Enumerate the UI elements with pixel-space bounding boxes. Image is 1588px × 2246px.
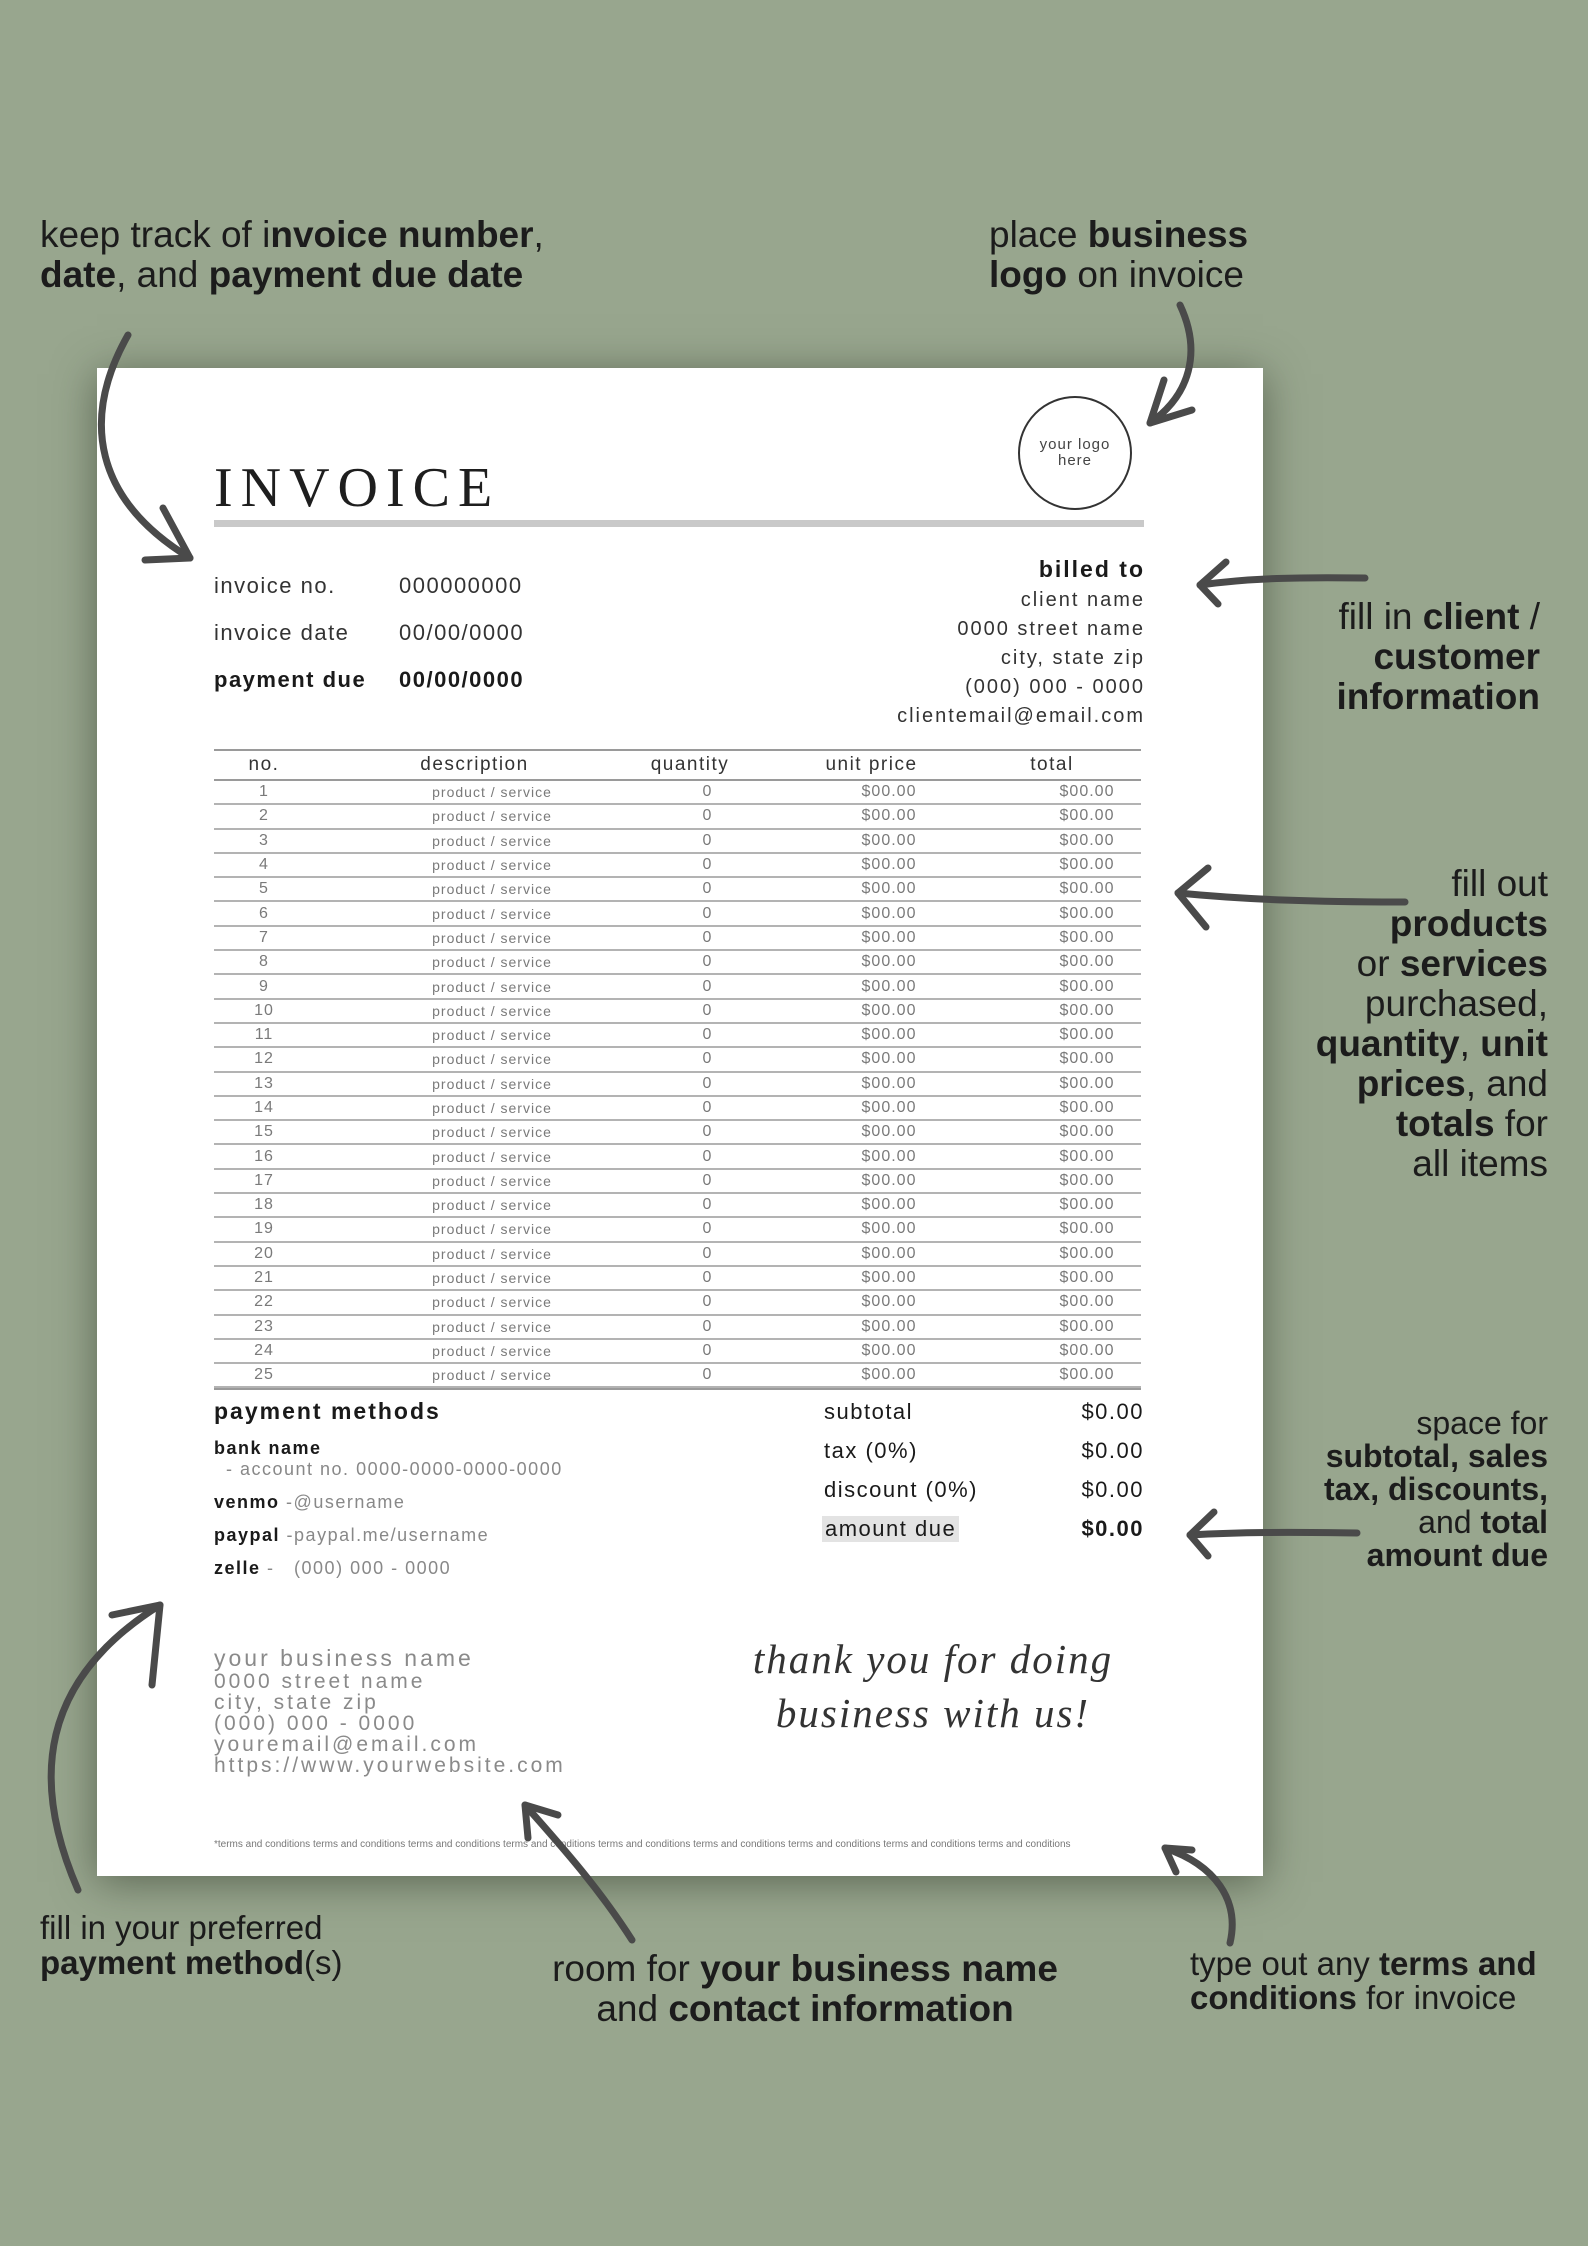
item-unit-price-field[interactable]: $00.00 [861, 1341, 917, 1359]
table-row [214, 1291, 1141, 1315]
annotation-text: or [1356, 943, 1400, 984]
annotation-line [1337, 677, 1540, 717]
zelle-label: zelle [214, 1558, 261, 1578]
item-total-field[interactable]: $00.00 [1059, 1026, 1115, 1044]
amount-due-field[interactable]: $0.00 [1081, 1516, 1144, 1541]
item-description-field[interactable]: product / service [432, 954, 552, 971]
item-unit-price-field[interactable]: $00.00 [861, 831, 917, 849]
item-quantity-field[interactable]: 0 [702, 1244, 713, 1262]
item-description-field[interactable]: product / service [432, 905, 552, 922]
item-unit-price-field[interactable]: $00.00 [861, 1147, 917, 1165]
annotation-text: for invoice [1356, 1979, 1517, 2016]
annotation-text: customer [1373, 636, 1540, 677]
annotation-line [989, 255, 1248, 295]
item-quantity-field[interactable]: 0 [702, 1269, 713, 1287]
item-unit-price-field[interactable]: $00.00 [861, 856, 917, 874]
annotation-line [1324, 1473, 1548, 1506]
item-number: 7 [259, 928, 269, 946]
item-quantity-field[interactable]: 0 [702, 928, 713, 946]
invoice-number-field[interactable]: 000000000 [399, 573, 523, 598]
item-total-field[interactable]: $00.00 [1059, 783, 1115, 801]
annotation-line [1316, 984, 1548, 1024]
terms-field[interactable]: *terms and conditions terms and conditions terms and conditions terms and conditions terms and conditions terms and conditions terms and conditions terms and conditions terms and conditions [214, 1839, 1071, 1850]
item-number: 19 [254, 1220, 274, 1238]
meta-invoice-date [214, 620, 634, 667]
table-row [214, 1267, 1141, 1291]
annotation-line [1316, 944, 1548, 984]
table-row [214, 1364, 1141, 1388]
item-number: 4 [259, 856, 269, 874]
annotation-text: all items [1412, 1143, 1548, 1184]
item-number: 9 [259, 977, 269, 995]
item-number: 8 [259, 953, 269, 971]
item-total-field[interactable]: $00.00 [1059, 1293, 1115, 1311]
item-description-field[interactable]: product / service [432, 929, 552, 946]
annotation-text: fill in your preferred [40, 1909, 323, 1946]
item-number: 2 [259, 807, 269, 825]
item-number: 23 [254, 1317, 274, 1335]
item-description-field[interactable]: product / service [432, 1100, 552, 1116]
annotation-text: and [1418, 1504, 1481, 1540]
table-row [214, 805, 1141, 829]
annotation-line [1190, 1981, 1537, 2015]
business-name-field[interactable]: your business name [214, 1645, 474, 1671]
item-description-field[interactable]: product / service [432, 1318, 552, 1335]
annotation-line [1324, 1506, 1548, 1539]
payment-venmo [214, 1492, 684, 1513]
item-number: 25 [254, 1366, 274, 1384]
table-row [214, 1194, 1141, 1218]
invoice-date-field[interactable]: 00/00/0000 [399, 620, 525, 645]
annotation-text: nvoice number [270, 214, 534, 255]
item-quantity-field[interactable]: 0 [702, 783, 713, 801]
item-total-field[interactable]: $00.00 [1059, 807, 1115, 825]
item-description-field[interactable]: product / service [432, 857, 552, 874]
annotation-text: subtotal, sales [1325, 1438, 1548, 1474]
table-row [214, 1121, 1141, 1145]
business-city-field[interactable]: city, state zip [214, 1691, 379, 1714]
item-total-field[interactable]: $00.00 [1059, 831, 1115, 849]
meta-payment-due [214, 667, 634, 714]
annotation-text: unit [1480, 1023, 1548, 1064]
annotation-text: payment due date [208, 254, 524, 295]
client-street-field[interactable]: 0000 street name [957, 618, 1145, 640]
item-total-field[interactable]: $00.00 [1059, 928, 1115, 946]
item-unit-price-field[interactable]: $00.00 [861, 1171, 917, 1189]
business-email-field[interactable]: youremail@email.com [214, 1733, 480, 1756]
totals-label: discount (0%) [824, 1477, 979, 1502]
item-number: 20 [254, 1244, 274, 1262]
item-unit-price-field[interactable]: $00.00 [861, 1196, 917, 1214]
col-header: total [1030, 754, 1074, 775]
annotation-line [1337, 597, 1540, 637]
annotation-text: place [989, 214, 1088, 255]
item-total-field[interactable]: $00.00 [1059, 904, 1115, 922]
item-description-field[interactable]: product / service [432, 832, 552, 849]
payment-zelle [214, 1558, 684, 1579]
item-quantity-field[interactable]: 0 [702, 1293, 713, 1311]
item-description-field[interactable]: product / service [432, 1270, 552, 1287]
item-quantity-field[interactable]: 0 [702, 880, 713, 898]
totals-label: amount due [822, 1516, 959, 1542]
item-quantity-field[interactable]: 0 [702, 977, 713, 995]
item-description-field[interactable]: product / service [432, 1342, 552, 1359]
discount-field[interactable]: $0.00 [1081, 1477, 1144, 1502]
item-quantity-field[interactable]: 0 [702, 1171, 713, 1189]
annotation-text: client [1422, 596, 1520, 637]
totals-label: subtotal [824, 1399, 914, 1424]
item-number: 3 [259, 831, 269, 849]
annotation-text: prices [1356, 1063, 1466, 1104]
item-total-field[interactable]: $00.00 [1059, 1244, 1115, 1262]
col-header: no. [248, 754, 280, 775]
item-quantity-field[interactable]: 0 [702, 1147, 713, 1165]
item-number: 5 [259, 880, 269, 898]
billed-to-heading: billed to [1038, 556, 1145, 582]
annotation-text: purchased, [1364, 983, 1548, 1024]
annotation-text: conditions [1190, 1979, 1357, 2016]
invoice-sheet [97, 368, 1263, 1876]
item-total-field[interactable]: $00.00 [1059, 880, 1115, 898]
bank-account-field[interactable]: - account no. 0000-0000-0000-0000 [226, 1459, 563, 1479]
item-unit-price-field[interactable]: $00.00 [861, 1099, 917, 1116]
item-total-field[interactable]: $00.00 [1059, 1147, 1115, 1165]
item-quantity-field[interactable]: 0 [702, 1341, 713, 1359]
table-bottom-rule [214, 1388, 1141, 1390]
annotation-business-info [530, 1949, 1080, 2029]
table-row [214, 854, 1141, 878]
thank-you-line: thank you for doing [752, 1636, 1114, 1682]
item-quantity-field[interactable]: 0 [702, 807, 713, 825]
payment-bank [214, 1438, 684, 1480]
item-description-field[interactable]: product / service [432, 1245, 552, 1262]
item-unit-price-field[interactable]: $00.00 [861, 928, 917, 946]
annotation-line [40, 255, 544, 295]
item-total-field[interactable]: $00.00 [1059, 1220, 1115, 1238]
item-quantity-field[interactable]: 0 [702, 1074, 713, 1092]
col-header: unit price [825, 754, 918, 775]
item-description-field[interactable]: product / service [432, 1294, 552, 1311]
table-row [214, 1097, 1141, 1121]
item-unit-price-field[interactable]: $00.00 [861, 1293, 917, 1311]
item-total-field[interactable]: $00.00 [1059, 1001, 1115, 1019]
annotation-line [989, 215, 1248, 255]
item-description-field[interactable]: product / service [432, 1124, 552, 1141]
annotation-text: space for [1416, 1405, 1548, 1441]
item-quantity-field[interactable]: 0 [702, 904, 713, 922]
logo-placeholder[interactable]: your logo here [1018, 396, 1132, 510]
item-description-field[interactable]: product / service [432, 1027, 552, 1044]
item-total-field[interactable]: $00.00 [1059, 1123, 1115, 1141]
item-total-field[interactable]: $00.00 [1059, 1050, 1115, 1068]
item-quantity-field[interactable]: 0 [702, 1317, 713, 1335]
venmo-label: venmo [214, 1492, 280, 1512]
paypal-label: paypal [214, 1525, 281, 1545]
annotation-line [530, 1989, 1080, 2029]
annotation-line [1337, 637, 1540, 677]
annotation-text: type out any [1190, 1945, 1379, 1982]
item-quantity-field[interactable]: 0 [702, 1050, 713, 1068]
business-phone-field[interactable]: (000) 000 - 0000 [214, 1712, 418, 1735]
item-quantity-field[interactable]: 0 [702, 831, 713, 849]
table-row [214, 927, 1141, 951]
annotation-logo [989, 215, 1248, 295]
business-street-field[interactable]: 0000 street name [214, 1670, 426, 1693]
item-unit-price-field[interactable]: $00.00 [861, 1269, 917, 1287]
venmo-field[interactable]: -@username [286, 1492, 406, 1512]
item-quantity-field[interactable]: 0 [702, 856, 713, 874]
annotation-text: keep track of i [40, 214, 271, 255]
annotation-text: date [40, 254, 117, 295]
business-info [214, 1645, 566, 1776]
annotation-text: on invoice [1067, 254, 1244, 295]
item-description-field[interactable]: product / service [432, 1002, 552, 1019]
annotation-text: terms and [1378, 1945, 1537, 1982]
annotation-text: (s) [304, 1944, 343, 1981]
item-unit-price-field[interactable]: $00.00 [861, 977, 917, 995]
item-total-field[interactable]: $00.00 [1059, 1196, 1115, 1214]
annotation-text: , and [1465, 1063, 1548, 1104]
item-description-field[interactable]: product / service [432, 881, 552, 898]
item-number: 11 [254, 1026, 274, 1044]
item-total-field[interactable]: $00.00 [1059, 1099, 1115, 1116]
item-quantity-field[interactable]: 0 [702, 1196, 713, 1214]
annotation-line [1316, 904, 1548, 944]
item-unit-price-field[interactable]: $00.00 [861, 1123, 917, 1141]
item-number: 16 [254, 1147, 274, 1165]
annotation-products [1316, 864, 1548, 1184]
zelle-field[interactable]: - (000) 000 - 0000 [267, 1558, 452, 1578]
totals-block [822, 1399, 1144, 1555]
item-description-field[interactable]: product / service [432, 1051, 552, 1068]
item-description-field[interactable]: product / service [432, 1148, 552, 1165]
item-unit-price-field[interactable]: $00.00 [861, 783, 917, 801]
table-row [214, 902, 1141, 926]
item-total-field[interactable]: $00.00 [1059, 977, 1115, 995]
item-quantity-field[interactable]: 0 [702, 1026, 713, 1044]
annotation-text: and [596, 1988, 669, 2029]
annotation-line [530, 1949, 1080, 1989]
item-unit-price-field[interactable]: $00.00 [861, 1317, 917, 1335]
annotation-text: / [1519, 596, 1540, 637]
annotation-line [1316, 1144, 1548, 1184]
table-row [214, 1024, 1141, 1048]
annotation-line [1190, 1947, 1537, 1981]
table-row [214, 1316, 1141, 1340]
item-total-field[interactable]: $00.00 [1059, 1366, 1115, 1384]
thank-you-line: business with us! [775, 1690, 1091, 1736]
annotation-line [40, 1910, 343, 1945]
annotation-text: logo [989, 254, 1068, 295]
annotation-text: contact information [668, 1988, 1014, 2029]
annotation-text: fill out [1451, 863, 1548, 904]
table-row [214, 1340, 1141, 1364]
client-email-field[interactable]: clientemail@email.com [897, 705, 1145, 727]
item-quantity-field[interactable]: 0 [702, 1123, 713, 1141]
item-total-field[interactable]: $00.00 [1059, 953, 1115, 971]
annotation-text: , [1459, 1023, 1481, 1064]
item-total-field[interactable]: $00.00 [1059, 1269, 1115, 1287]
annotation-line [1324, 1440, 1548, 1473]
amount-due-row [822, 1516, 1144, 1555]
table-row [214, 1243, 1141, 1267]
items-table-body [214, 781, 1141, 1390]
table-row [214, 1170, 1141, 1194]
items-table [214, 749, 1141, 1390]
item-total-field[interactable]: $00.00 [1059, 856, 1115, 874]
table-row [214, 1048, 1141, 1072]
item-number: 17 [254, 1171, 274, 1189]
client-city-field[interactable]: city, state zip [1000, 647, 1145, 669]
annotation-payment-methods [40, 1910, 343, 1980]
item-total-field[interactable]: $00.00 [1059, 1074, 1115, 1092]
business-website-field[interactable]: https://www.yourwebsite.com [214, 1754, 566, 1777]
item-total-field[interactable]: $00.00 [1059, 1171, 1115, 1189]
title-divider [214, 520, 1144, 527]
payment-due-field[interactable]: 00/00/0000 [399, 667, 525, 692]
annotation-line [40, 215, 544, 255]
item-number: 14 [254, 1099, 274, 1116]
table-row [214, 1000, 1141, 1024]
item-description-field[interactable]: product / service [432, 1075, 552, 1092]
item-quantity-field[interactable]: 0 [702, 1099, 713, 1116]
paypal-field[interactable]: -paypal.me/username [286, 1525, 490, 1545]
table-row [214, 1218, 1141, 1242]
meta-label: invoice no. [214, 573, 336, 598]
annotation-line [1316, 1104, 1548, 1144]
item-quantity-field[interactable]: 0 [702, 953, 713, 971]
item-quantity-field[interactable]: 0 [702, 1366, 713, 1384]
meta-invoice-number [214, 573, 634, 620]
item-description-field[interactable]: product / service [432, 1367, 552, 1384]
item-quantity-field[interactable]: 0 [702, 1220, 713, 1238]
item-number: 13 [254, 1074, 274, 1092]
item-unit-price-field[interactable]: $00.00 [861, 807, 917, 825]
item-number: 18 [254, 1196, 274, 1214]
payment-paypal [214, 1525, 684, 1546]
item-unit-price-field[interactable]: $00.00 [861, 1050, 917, 1068]
annotation-line [1324, 1407, 1548, 1440]
item-unit-price-field[interactable]: $00.00 [861, 904, 917, 922]
item-description-field[interactable]: product / service [432, 1197, 552, 1214]
item-unit-price-field[interactable]: $00.00 [861, 1001, 917, 1019]
table-row [214, 1145, 1141, 1169]
item-unit-price-field[interactable]: $00.00 [861, 1220, 917, 1238]
item-number: 10 [254, 1001, 274, 1019]
item-description-field[interactable]: product / service [432, 1172, 552, 1189]
annotation-line [1316, 864, 1548, 904]
subtotal-row [822, 1399, 1144, 1438]
annotation-text: room for [552, 1948, 701, 1989]
annotation-text: information [1336, 676, 1540, 717]
table-row [214, 781, 1141, 805]
item-unit-price-field[interactable]: $00.00 [861, 1074, 917, 1092]
annotation-text: services [1399, 943, 1548, 984]
client-name-field[interactable]: client name [1020, 589, 1145, 611]
subtotal-field[interactable]: $0.00 [1081, 1399, 1144, 1424]
annotation-totals [1324, 1407, 1548, 1572]
item-description-field[interactable]: product / service [432, 1221, 552, 1238]
payment-methods [214, 1398, 684, 1591]
item-unit-price-field[interactable]: $00.00 [861, 1244, 917, 1262]
client-phone-field[interactable]: (000) 000 - 0000 [965, 676, 1145, 698]
discount-row [822, 1477, 1144, 1516]
item-total-field[interactable]: $00.00 [1059, 1341, 1115, 1359]
billed-to [897, 552, 1145, 731]
annotation-text: totals [1395, 1103, 1495, 1144]
annotation-text: payment method [40, 1944, 305, 1981]
annotation-text: total [1480, 1504, 1548, 1540]
item-number: 6 [259, 904, 269, 922]
item-quantity-field[interactable]: 0 [702, 1001, 713, 1019]
item-unit-price-field[interactable]: $00.00 [861, 953, 917, 971]
annotation-line [40, 1945, 343, 1980]
item-number: 24 [254, 1341, 274, 1359]
annotation-text: , and [116, 254, 209, 295]
annotation-text: amount due [1366, 1537, 1548, 1573]
item-number: 1 [259, 783, 269, 801]
annotation-text: business [1087, 214, 1249, 255]
annotation-text: your business name [700, 1948, 1058, 1989]
item-unit-price-field[interactable]: $00.00 [861, 1366, 917, 1384]
thank-you-note [717, 1632, 1149, 1740]
items-table-header [214, 749, 1141, 781]
item-unit-price-field[interactable]: $00.00 [861, 1026, 917, 1044]
item-description-field[interactable]: product / service [432, 808, 552, 825]
bank-label: bank name [214, 1438, 322, 1458]
annotation-text: for [1494, 1103, 1548, 1144]
annotation-client-info [1337, 597, 1540, 717]
payment-methods-heading: payment methods [214, 1398, 441, 1424]
annotation-invoice-details [40, 215, 544, 295]
item-number: 12 [254, 1050, 274, 1068]
totals-label: tax (0%) [824, 1438, 918, 1463]
item-description-field[interactable]: product / service [432, 978, 552, 995]
table-row [214, 975, 1141, 999]
annotation-text: fill in [1338, 596, 1423, 637]
table-row [214, 951, 1141, 975]
invoice-title: INVOICE [214, 457, 501, 519]
annotation-terms [1190, 1947, 1537, 2015]
item-number: 22 [254, 1293, 274, 1311]
annotation-text: products [1389, 903, 1548, 944]
item-number: 21 [254, 1269, 274, 1287]
col-header: description [420, 754, 529, 775]
annotation-line [1324, 1539, 1548, 1572]
item-description-field[interactable]: product / service [432, 784, 552, 801]
item-unit-price-field[interactable]: $00.00 [861, 880, 917, 898]
table-row [214, 878, 1141, 902]
tax-field[interactable]: $0.00 [1081, 1438, 1144, 1463]
meta-label: invoice date [214, 620, 350, 645]
annotation-line [1316, 1024, 1548, 1064]
col-header: quantity [650, 754, 730, 775]
annotation-text: quantity [1315, 1023, 1460, 1064]
meta-label: payment due [214, 667, 367, 692]
item-total-field[interactable]: $00.00 [1059, 1317, 1115, 1335]
table-row [214, 830, 1141, 854]
annotation-text: , [533, 214, 544, 255]
annotation-line [1316, 1064, 1548, 1104]
table-row [214, 1073, 1141, 1097]
item-number: 15 [254, 1123, 274, 1141]
tax-row [822, 1438, 1144, 1477]
invoice-meta [214, 573, 634, 714]
annotation-text: tax, discounts, [1323, 1471, 1548, 1507]
